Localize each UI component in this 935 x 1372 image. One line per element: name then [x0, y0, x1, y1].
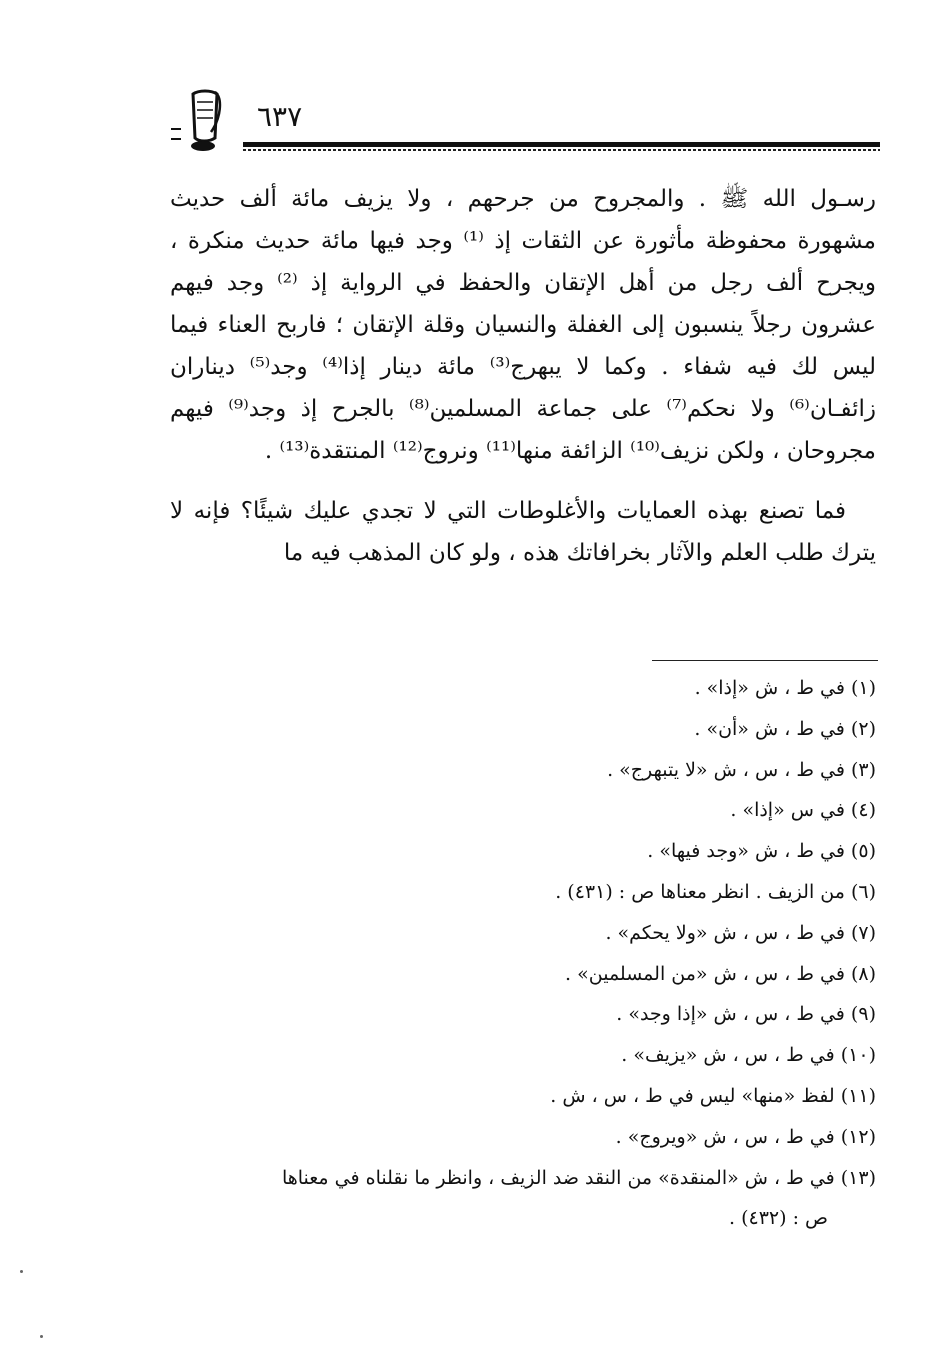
page-number: ٦٣٧ — [257, 100, 303, 133]
footnote-item: (٦) من الزيف . انظر معناها ص : (٤٣١) . — [555, 880, 876, 903]
footnote-item: (٩) في ط ، س ، ش «إذا وجد» . — [616, 1003, 876, 1026]
paragraph: رسـول الله ﷺ . والمجروح من جرحهم ، ولا يزيف مائة ألف حديث مشهورة محفوظة مأثورة عن الثقات إذ ⁽¹⁾ وجد فيها مائة حديث منكرة ، ويجرح ألف رجل من أهل الإتقان والحفظ في الرواية إذ ⁽²⁾ وجد فيهم عشرون رجلاً ينسبون إلى الغفلة والنسيان وقلة الإتقان ؛ فاربح العناء فيما ليس لك فيه شفاء . وكما لا يبهرج⁽³⁾ مائة دينار إذا⁽⁴⁾ وجد⁽⁵⁾ ديناران زائفـان⁽⁶⁾ ولا نحكم⁽⁷⁾ على جماعة المسلمين⁽⁸⁾ بالجرح إذ وجد⁽⁹⁾ فيهم مجروحان ، ولكن نزيف⁽¹⁰⁾ الزائفة منها⁽¹¹⁾ ونروج⁽¹²⁾ المنتقدة⁽¹³⁾ . — [170, 186, 876, 464]
scroll-quill-icon — [185, 88, 225, 154]
header-rule-dotted — [243, 149, 880, 151]
footnote-line: ص : (٤٣٢) . — [729, 1206, 828, 1229]
footnote-item: (٢) في ط ، ش «أن» . — [694, 717, 876, 740]
header-rule — [243, 142, 880, 147]
footnote-item: (٥) في ط ، ش «وجد فيها» . — [647, 840, 876, 863]
scan-speck — [20, 1270, 23, 1273]
page-header — [165, 88, 880, 158]
footnote-line: (١٣) في ط ، ش «المنقدة» من النقد ضد الزيف ، وانظر ما نقلناه في معناها — [281, 1166, 876, 1189]
footnote-item: (٤) في س «إذا» . — [730, 799, 876, 822]
main-text — [170, 178, 876, 574]
footnotes-list — [160, 668, 876, 1238]
footnote-divider — [652, 660, 878, 661]
paragraph: فما تصنع بهذه العمايات والأغلوطات التي لا تجدي عليك شيئًا؟ فإنه لا يترك طلب العلم والآثار بخرافاتك هذه ، ولو كان المذهب فيه ما — [170, 498, 876, 566]
header-tick-mark — [171, 138, 181, 140]
footnote-item: (٨) في ط ، س ، ش «من المسلمين» . — [565, 962, 876, 985]
footnote-item — [160, 1158, 876, 1238]
footnote-item: (١٢) في ط ، س ، ش «ويروج» . — [615, 1125, 876, 1148]
footnote-item: (١٠) في ط ، س ، ش «يزيف» . — [621, 1044, 876, 1067]
footnote-item: (١١) لفظ «منها» ليس في ط ، س ، ش . — [550, 1084, 876, 1107]
scan-speck — [40, 1335, 43, 1338]
footnote-item: (٣) في ط ، س ، ش «لا يتبهرج» . — [607, 758, 876, 781]
header-tick-mark — [171, 128, 181, 130]
footnote-item: (٧) في ط ، س ، ش «ولا يحكم» . — [605, 921, 876, 944]
footnote-item: (١) في ط ، ش «إذا» . — [694, 677, 876, 699]
